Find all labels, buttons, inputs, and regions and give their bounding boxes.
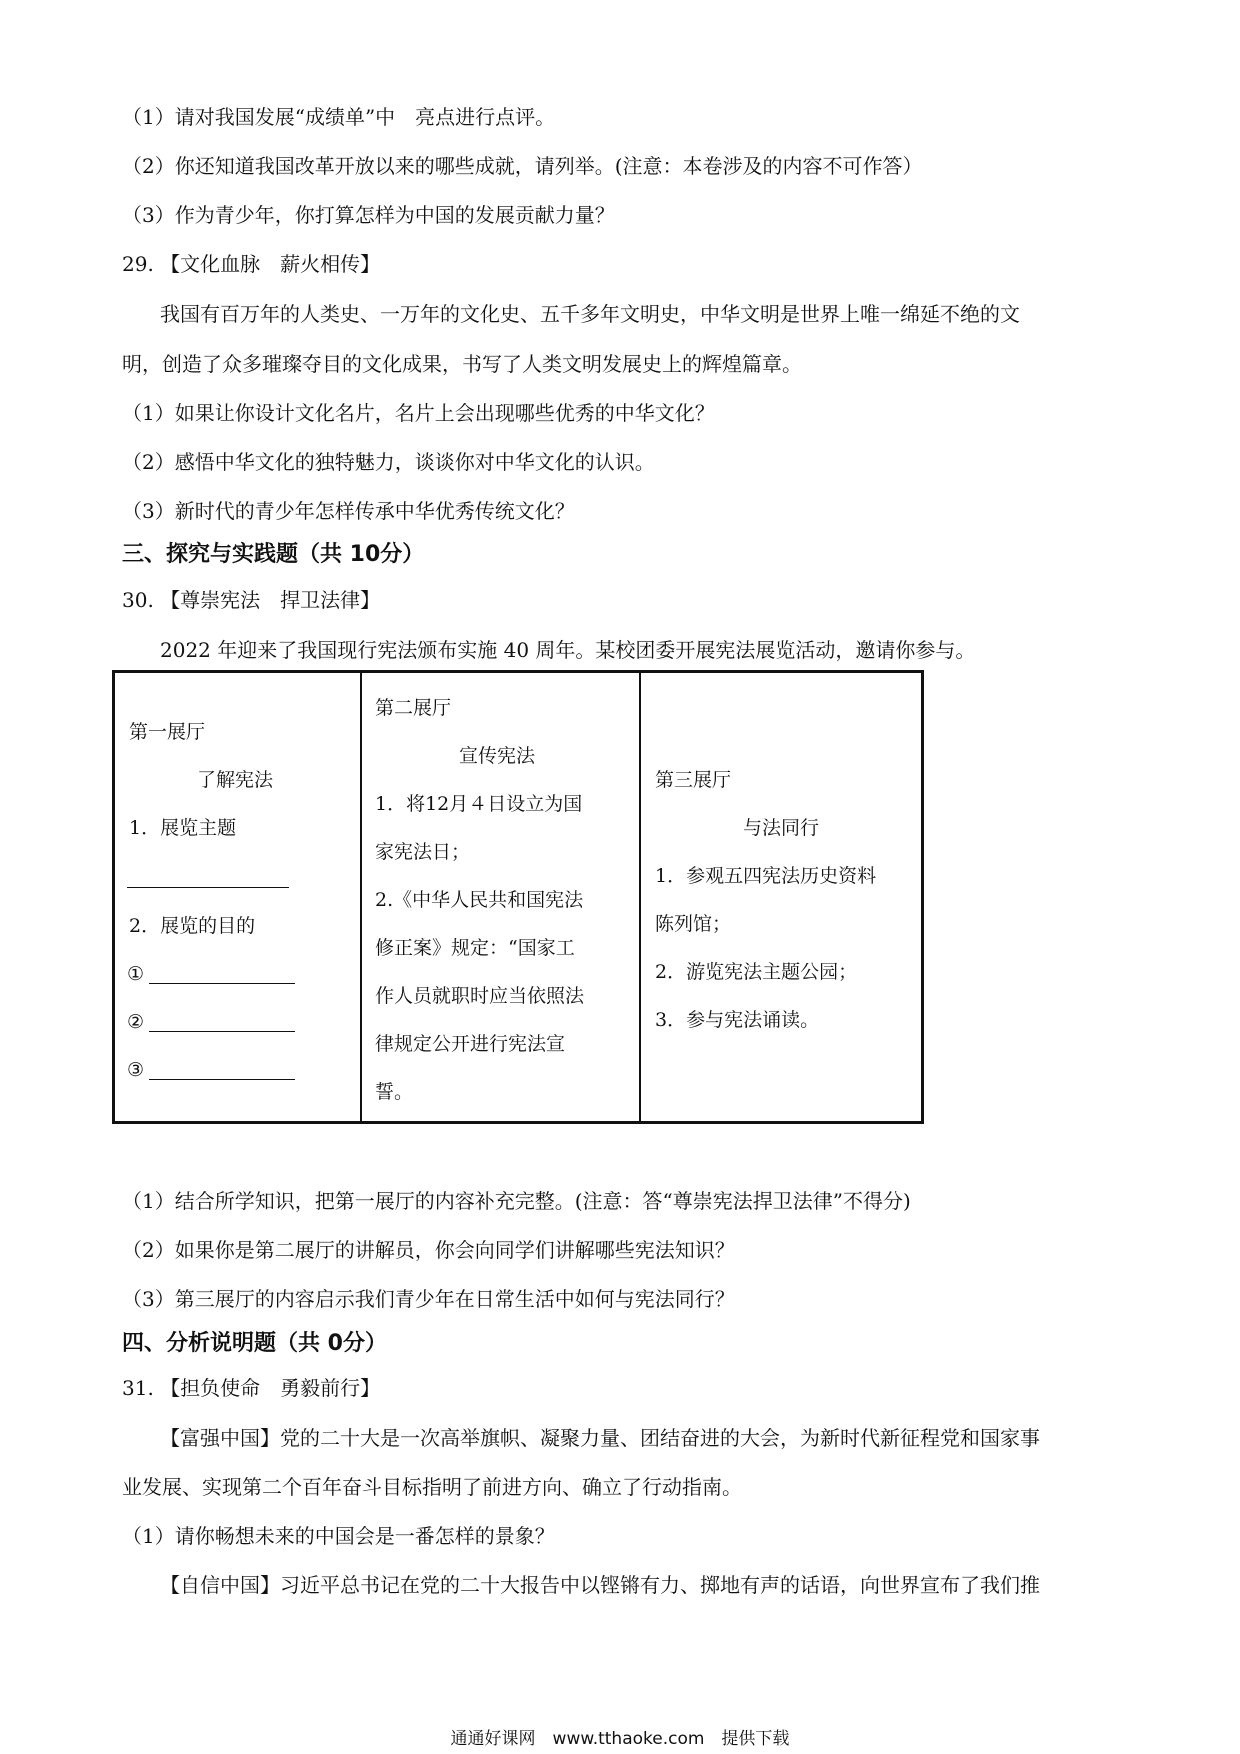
q31-paragraph-2-line-1: 【自信中国】习近平总书记在党的二十大报告中以铿锵有力、掷地有声的话语，向世界宣布了我们推 [160,1573,1040,1597]
q29-subquestion-3: （3）新时代的青少年怎样传承中华优秀传统文化？ [122,499,575,523]
hall3-name: 第三展厅 [655,769,732,791]
hall2-line-5: 作人员就职时应当依照法 [375,985,585,1007]
hall2-line-6: 律规定公开进行宪法宣 [375,1033,566,1055]
hall2-theme: 宣传宪法 [459,745,536,767]
hall2-line-7: 誓。 [375,1081,414,1103]
q31-subquestion-1: （1）请你畅想未来的中国会是一番怎样的景象？ [122,1524,555,1548]
q30-subquestion-1: （1）结合所学知识，把第一展厅的内容补充完整。(注意：答“尊崇宪法捍卫法律”不得分) [122,1189,911,1213]
q30-title: 30. 【尊崇宪法 捍卫法律】 [122,588,381,612]
hall1-purpose-blank-1 [149,983,295,984]
hall1-mark-3: ③ [127,1059,145,1081]
q31-title: 31. 【担负使命 勇毅前行】 [122,1376,381,1400]
hall1-purpose-blank-2 [149,1031,295,1032]
hall3-line-4: 3．参与宪法诵读。 [655,1009,820,1031]
q29-paragraph-line-1: 我国有百万年的人类史、一万年的文化史、五千多年文明史，中华文明是世界上唯一绵延不绝的文 [160,302,1020,326]
hall1-purpose-blank-3 [149,1079,295,1080]
q30-subquestion-3: （3）第三展厅的内容启示我们青少年在日常生活中如何与宪法同行？ [122,1287,735,1311]
table-column-divider [360,673,362,1121]
hall1-theme-blank [127,887,289,888]
hall3-theme: 与法同行 [743,817,820,839]
hall2-line-1: 1．将12月４日设立为国 [375,793,583,815]
hall2-line-3: 2.《中华人民共和国宪法 [375,889,584,911]
section-4-heading: 四、分析说明题（共 0分） [122,1331,387,1356]
q28-subquestion-3: （3）作为青少年，你打算怎样为中国的发展贡献力量？ [122,203,615,227]
exhibition-table [112,670,924,1124]
hall1-mark-1: ① [127,963,145,985]
q30-intro: 2022 年迎来了我国现行宪法颁布实施 40 周年。某校团委开展宪法展览活动，邀请你参与。 [160,638,976,662]
q28-subquestion-1: （1）请对我国发展“成绩单”中 亮点进行点评。 [122,105,556,129]
q30-subquestion-2: （2）如果你是第二展厅的讲解员，你会向同学们讲解哪些宪法知识？ [122,1238,735,1262]
hall1-item-2: 2．展览的目的 [129,915,256,937]
hall1-theme: 了解宪法 [197,769,274,791]
hall1-name: 第一展厅 [129,721,206,743]
q29-title: 29. 【文化血脉 薪火相传】 [122,252,381,276]
q28-subquestion-2: （2）你还知道我国改革开放以来的哪些成就，请列举。(注意：本卷涉及的内容不可作答） [122,154,923,178]
hall2-line-4: 修正案》规定：“国家工 [375,937,575,959]
hall1-mark-2: ② [127,1011,145,1033]
hall1-item-1: 1．展览主题 [129,817,237,839]
section-3-heading: 三、探究与实践题（共 10分） [122,542,425,567]
page-footer: 通通好课网 www.tthaoke.com 提供下载 [450,1729,790,1749]
q31-paragraph-1-line-2: 业发展、实现第二个百年奋斗目标指明了前进方向、确立了行动指南。 [122,1475,742,1499]
hall2-name: 第二展厅 [375,697,452,719]
hall2-line-2: 家宪法日； [375,841,471,863]
table-column-divider [639,673,641,1121]
q31-paragraph-1-line-1: 【富强中国】党的二十大是一次高举旗帜、凝聚力量、团结奋进的大会，为新时代新征程党和国家事 [160,1426,1040,1450]
hall3-line-1: 1．参观五四宪法历史资料 [655,865,877,887]
hall3-line-3: 2．游览宪法主题公园； [655,961,858,983]
q29-subquestion-1: （1）如果让你设计文化名片，名片上会出现哪些优秀的中华文化？ [122,401,715,425]
hall3-line-2: 陈列馆； [655,913,732,935]
q29-paragraph-line-2: 明，创造了众多璀璨夺目的文化成果，书写了人类文明发展史上的辉煌篇章。 [122,352,802,376]
q29-subquestion-2: （2）感悟中华文化的独特魅力，谈谈你对中华文化的认识。 [122,450,655,474]
